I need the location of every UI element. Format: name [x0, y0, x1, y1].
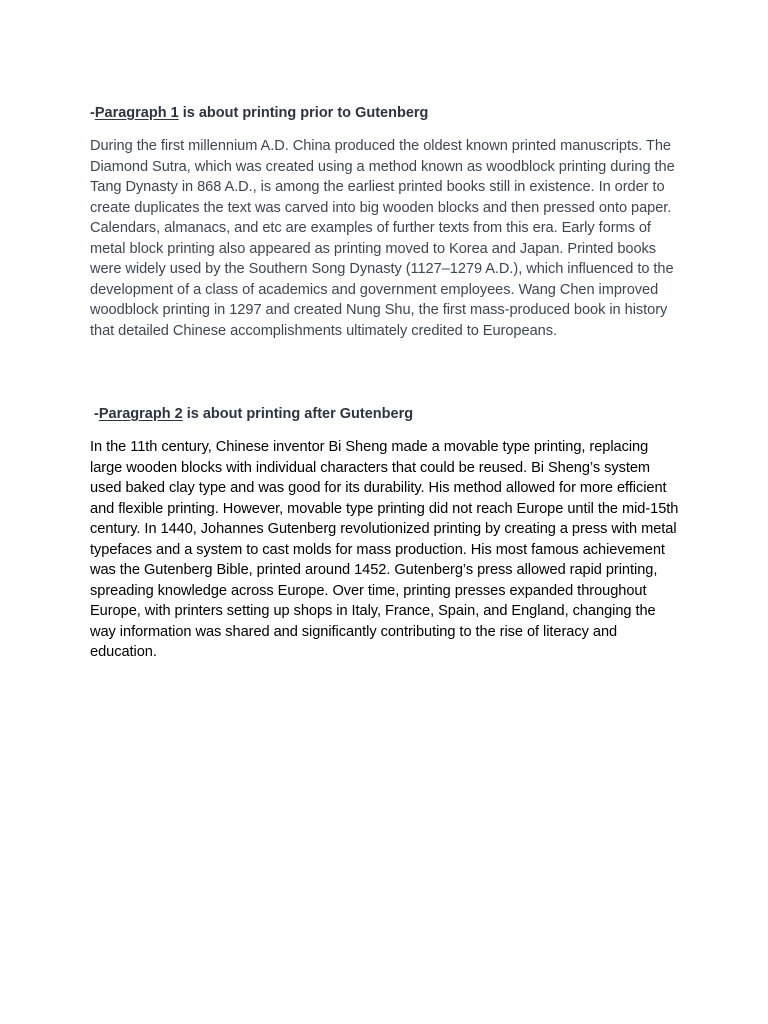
paragraph-2-body: In the 11th century, Chinese inventor Bi Sheng made a movable type printing, replacing large wooden blocks with individual characters that could be reused. Bi Sheng’s system used baked clay type and was good for its durability. His method allowed for more efficient and flexible printing. However, movable type printing did not reach Europe until the mid-15th century. In 1440, Johannes Gutenberg revolutionized printing by creating a press with metal typefaces and a system to cast molds for mass production. His most famous achievement was the Gutenberg Bible, printed around 1452. Gutenberg’s press allowed rapid printing, spreading knowledge across Europe. Over time, printing presses expanded throughout Europe, with printers setting up shops in Italy, France, Spain, and England, changing the way information was shared and significantly contributing to the rise of literacy and education. — [90, 439, 679, 660]
heading-text: is about printing after Gutenberg — [182, 406, 414, 422]
heading-prefix: - — [90, 105, 95, 121]
heading-text: is about printing prior to Gutenberg — [178, 105, 429, 121]
paragraph-2-heading — [90, 405, 680, 423]
section-paragraph-1 — [90, 104, 680, 341]
paragraph-1-link[interactable]: Paragraph 1 — [94, 105, 179, 121]
heading-prefix: - — [94, 406, 99, 422]
section-paragraph-2 — [90, 405, 680, 663]
paragraph-1-body: During the first millennium A.D. China produced the oldest known printed manuscripts. The Diamond Sutra, which was created using a method known as woodblock printing during the Tang Dynasty in 868 A.D., is among the earliest printed books still in existence. In order to create duplicates the text was carved into big wooden blocks and then pressed onto paper. Calendars, almanacs, and etc are examples of further texts from this era. Early forms of metal block printing also appeared as printing moved to Korea and Japan. Printed books were widely used by the Southern Song Dynasty (1127–1279 A.D.), which influenced to the development of a class of academics and government employees. Wang Chen improved woodblock printing in 1297 and created Nung Shu, the first mass-produced book in history that detailed Chinese accomplishments ultimately credited to Europeans. — [90, 138, 675, 339]
paragraph-1-heading — [90, 104, 680, 122]
paragraph-2-link[interactable]: Paragraph 2 — [98, 406, 183, 422]
